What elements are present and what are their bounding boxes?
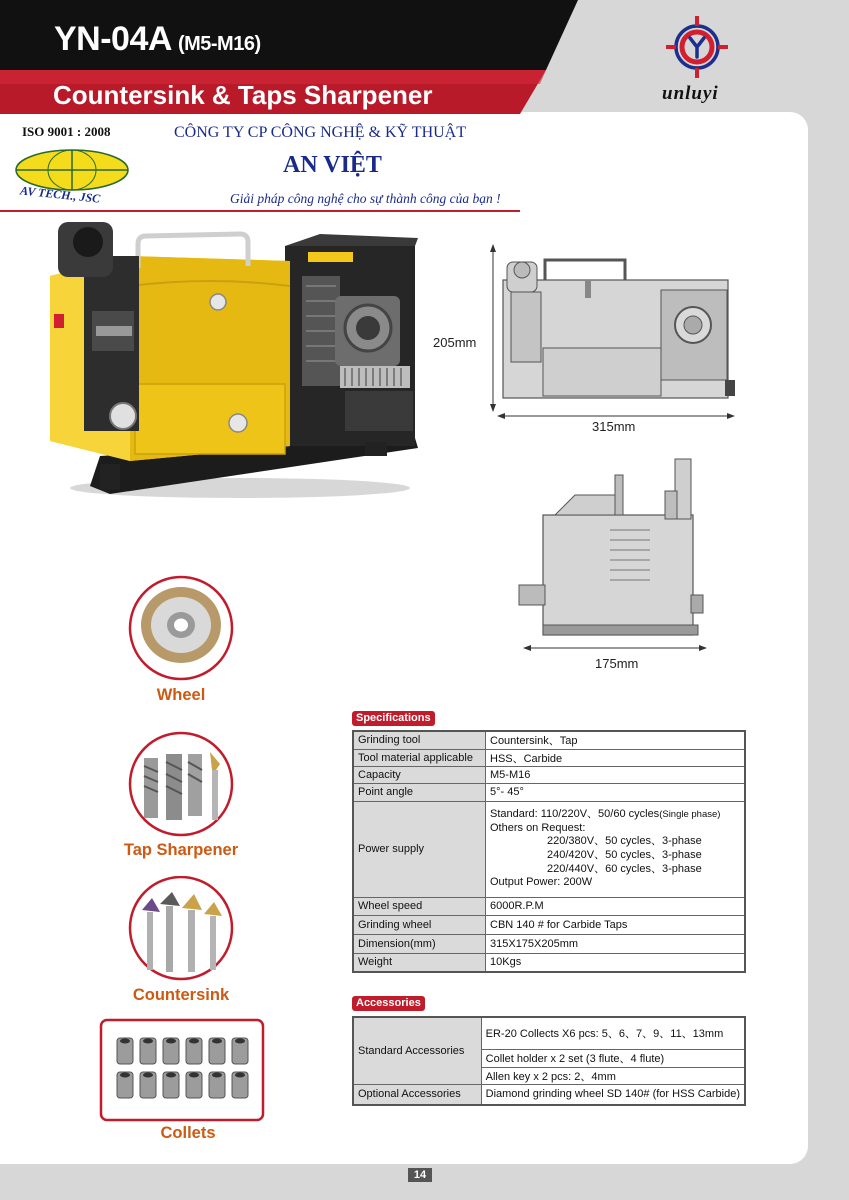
company-line: CÔNG TY CP CÔNG NGHỆ & KỸ THUẬT xyxy=(174,124,467,141)
spec-key: Weight xyxy=(353,953,486,972)
spec-key: Dimension(mm) xyxy=(353,934,486,953)
spec-key: Point angle xyxy=(353,783,486,801)
side-view-drawing xyxy=(515,455,715,655)
table-row xyxy=(353,801,745,897)
taps-photo xyxy=(126,730,236,838)
table-row xyxy=(353,766,745,783)
iso-certification: ISO 9001 : 2008 xyxy=(22,124,111,139)
table-row xyxy=(353,953,745,972)
accessory-item: Collet holder x 2 set (3 flute、4 flute) xyxy=(481,1049,745,1067)
product-subtitle: Countersink & Taps Sharpener xyxy=(53,80,433,110)
power-standard: Standard: 110/220V、50/60 cycles xyxy=(490,808,660,821)
gallery-label-wheel: Wheel xyxy=(156,686,206,704)
table-row xyxy=(353,731,745,749)
countersink-bits-photo xyxy=(126,876,236,984)
table-row xyxy=(353,915,745,934)
spec-key: Grinding tool xyxy=(353,731,486,749)
accessory-key-standard: Standard Accessories xyxy=(353,1017,481,1084)
gallery-label-countersink: Countersink xyxy=(132,986,230,1004)
accessory-item: ER-20 Collects X6 pcs: 5、6、7、9、11、13mm xyxy=(481,1017,745,1049)
spec-value: 5°- 45° xyxy=(486,783,746,801)
spec-key: Wheel speed xyxy=(353,897,486,915)
page-number: 14 xyxy=(408,1168,432,1182)
svg-text:AV TECH., JSC: AV TECH., JSC xyxy=(19,183,101,206)
accessories-heading: Accessories xyxy=(352,996,425,1011)
spec-value: 6000R.P.M xyxy=(486,897,746,915)
grinding-wheel-photo xyxy=(126,575,236,683)
power-standard-note: (Single phase) xyxy=(659,809,721,821)
dimension-length: 315mm xyxy=(592,419,636,434)
specifications-table xyxy=(352,730,746,973)
power-line: 240/420V、50 cycles、3-phase xyxy=(547,849,702,861)
accessory-key-optional: Optional Accessories xyxy=(353,1084,481,1105)
brand-logo-text: unluyi xyxy=(662,83,719,104)
power-line: Others on Request: xyxy=(490,821,586,834)
table-row xyxy=(353,1017,745,1049)
table-row xyxy=(353,749,745,766)
header-divider xyxy=(0,210,520,212)
gallery-label-collets: Collets xyxy=(160,1124,216,1142)
model-title xyxy=(54,20,261,59)
power-line: 220/380V、50 cycles、3-phase xyxy=(547,835,702,848)
table-row xyxy=(353,1084,745,1105)
spec-key: Power supply xyxy=(353,801,486,897)
dimension-height: 205mm xyxy=(433,335,477,350)
spec-value: CBN 140 # for Carbide Taps xyxy=(486,915,746,934)
spec-value: HSS、Carbide xyxy=(486,749,746,766)
dimension-width: 175mm xyxy=(595,656,639,671)
power-line: 220/440V、60 cycles、3-phase xyxy=(547,862,702,875)
av-tech-logo-icon xyxy=(14,148,136,206)
power-line: Output Power: 200W xyxy=(490,876,593,889)
accessories-table xyxy=(352,1016,746,1106)
power-line xyxy=(490,808,740,822)
accessory-item: Allen key x 2 pcs: 2、4mm xyxy=(481,1067,745,1084)
brand-logo-icon xyxy=(664,14,730,80)
spec-key: Capacity xyxy=(353,766,486,783)
spec-value: 10Kgs xyxy=(486,953,746,972)
front-view-drawing xyxy=(485,240,745,440)
company-slogan: Giải pháp công nghệ cho sự thành công của bạn ! xyxy=(230,191,501,206)
table-row xyxy=(353,783,745,801)
machine-photo xyxy=(40,216,425,501)
collets-photo xyxy=(99,1018,265,1122)
company-name: AN VIỆT xyxy=(283,152,382,178)
table-row xyxy=(353,897,745,915)
spec-value: M5-M16 xyxy=(486,766,746,783)
spec-value-power xyxy=(486,801,746,897)
model-range: (M5-M16) xyxy=(177,33,261,55)
table-row xyxy=(353,934,745,953)
accessory-item: Diamond grinding wheel SD 140# (for HSS Carbide) xyxy=(481,1084,745,1105)
specifications-heading: Specifications xyxy=(352,711,435,726)
spec-key: Grinding wheel xyxy=(353,915,486,934)
spec-value: Countersink、Tap xyxy=(486,731,746,749)
spec-value: 315X175X205mm xyxy=(486,934,746,953)
gallery-label-tap-sharpener: Tap Sharpener xyxy=(123,841,239,859)
spec-key: Tool material applicable xyxy=(353,749,486,766)
model-code: YN-04A xyxy=(54,20,172,58)
